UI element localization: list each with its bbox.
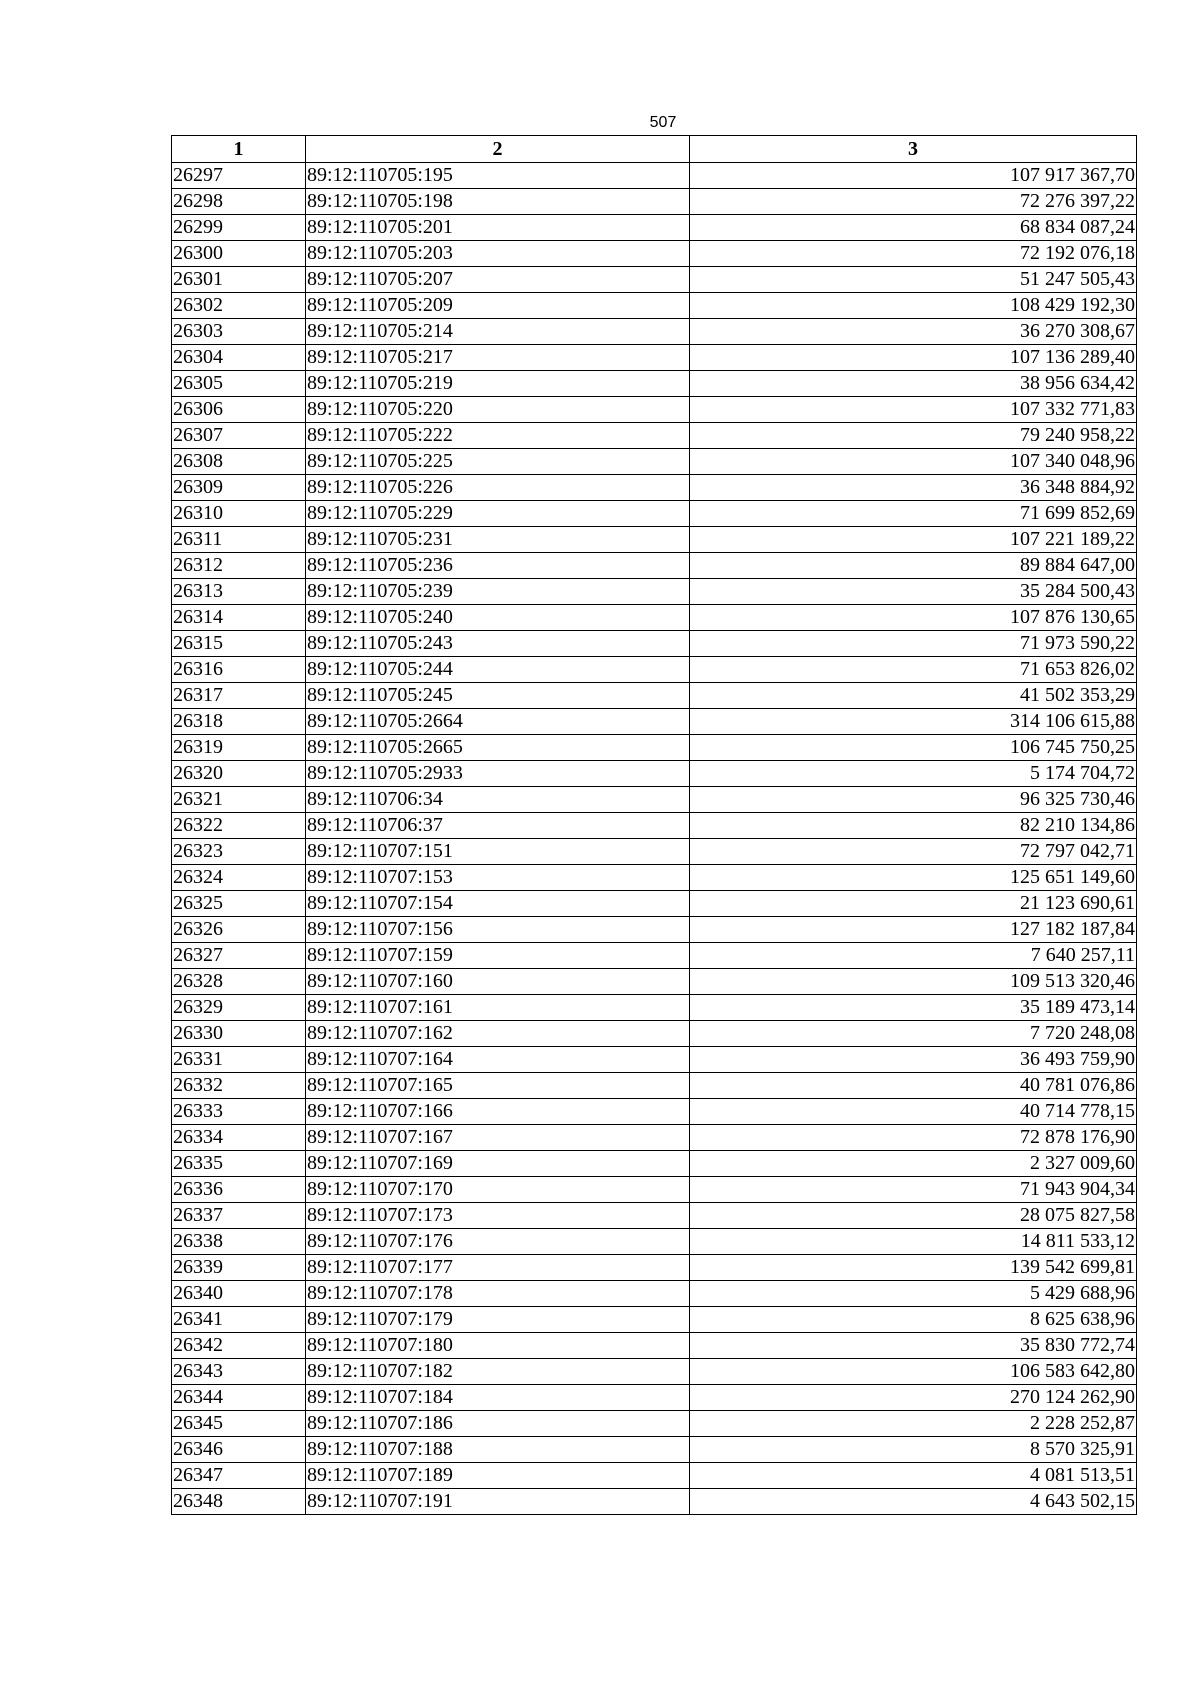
table-row [172,1125,1137,1151]
amount-cell: 127 182 187,84 [690,917,1137,943]
column-header-2: 2 [306,136,690,163]
amount-cell: 40 714 778,15 [690,1099,1137,1125]
cadastral-number-cell: 89:12:110707:167 [306,1125,690,1151]
cadastral-number-cell: 89:12:110707:178 [306,1281,690,1307]
cadastral-number-cell: 89:12:110707:176 [306,1229,690,1255]
amount-cell: 21 123 690,61 [690,891,1137,917]
row-number-cell: 26297 [172,163,306,189]
table-row [172,371,1137,397]
amount-cell: 107 876 130,65 [690,605,1137,631]
row-number-cell: 26328 [172,969,306,995]
cadastral-number-cell: 89:12:110705:203 [306,241,690,267]
table-row [172,1359,1137,1385]
cadastral-number-cell: 89:12:110705:2933 [306,761,690,787]
row-number-cell: 26299 [172,215,306,241]
row-number-cell: 26324 [172,865,306,891]
table-row [172,735,1137,761]
row-number-cell: 26304 [172,345,306,371]
cadastral-number-cell: 89:12:110705:222 [306,423,690,449]
row-number-cell: 26345 [172,1411,306,1437]
amount-cell: 106 583 642,80 [690,1359,1137,1385]
row-number-cell: 26320 [172,761,306,787]
cadastral-number-cell: 89:12:110707:180 [306,1333,690,1359]
row-number-cell: 26342 [172,1333,306,1359]
table-row [172,449,1137,475]
cadastral-number-cell: 89:12:110707:186 [306,1411,690,1437]
cadastral-number-cell: 89:12:110707:156 [306,917,690,943]
row-number-cell: 26321 [172,787,306,813]
row-number-cell: 26323 [172,839,306,865]
row-number-cell: 26329 [172,995,306,1021]
cadastral-number-cell: 89:12:110707:153 [306,865,690,891]
row-number-cell: 26326 [172,917,306,943]
amount-cell: 89 884 647,00 [690,553,1137,579]
table-row [172,1411,1137,1437]
cadastral-number-cell: 89:12:110705:243 [306,631,690,657]
cadastral-number-cell: 89:12:110707:182 [306,1359,690,1385]
cadastral-number-cell: 89:12:110707:179 [306,1307,690,1333]
row-number-cell: 26335 [172,1151,306,1177]
cadastral-number-cell: 89:12:110707:162 [306,1021,690,1047]
amount-cell: 38 956 634,42 [690,371,1137,397]
amount-cell: 35 830 772,74 [690,1333,1137,1359]
cadastral-number-cell: 89:12:110707:184 [306,1385,690,1411]
row-number-cell: 26338 [172,1229,306,1255]
amount-cell: 72 878 176,90 [690,1125,1137,1151]
cadastral-number-cell: 89:12:110705:239 [306,579,690,605]
row-number-cell: 26347 [172,1463,306,1489]
table-row [172,839,1137,865]
amount-cell: 41 502 353,29 [690,683,1137,709]
table-row [172,475,1137,501]
amount-cell: 71 699 852,69 [690,501,1137,527]
amount-cell: 82 210 134,86 [690,813,1137,839]
cadastral-number-cell: 89:12:110705:229 [306,501,690,527]
amount-cell: 8 570 325,91 [690,1437,1137,1463]
cadastral-number-cell: 89:12:110707:159 [306,943,690,969]
cadastral-number-cell: 89:12:110705:236 [306,553,690,579]
table-header [172,136,1137,163]
row-number-cell: 26303 [172,319,306,345]
row-number-cell: 26308 [172,449,306,475]
table-row [172,293,1137,319]
table-row [172,605,1137,631]
row-number-cell: 26317 [172,683,306,709]
row-number-cell: 26302 [172,293,306,319]
row-number-cell: 26344 [172,1385,306,1411]
table-row [172,1021,1137,1047]
amount-cell: 40 781 076,86 [690,1073,1137,1099]
row-number-cell: 26331 [172,1047,306,1073]
row-number-cell: 26311 [172,527,306,553]
amount-cell: 96 325 730,46 [690,787,1137,813]
amount-cell: 71 973 590,22 [690,631,1137,657]
row-number-cell: 26315 [172,631,306,657]
row-number-cell: 26312 [172,553,306,579]
amount-cell: 7 640 257,11 [690,943,1137,969]
cadastral-number-cell: 89:12:110706:34 [306,787,690,813]
page-number: 507 [649,114,677,131]
row-number-cell: 26334 [172,1125,306,1151]
cadastral-number-cell: 89:12:110705:217 [306,345,690,371]
amount-cell: 107 340 048,96 [690,449,1137,475]
table-row [172,1073,1137,1099]
cadastral-number-cell: 89:12:110707:170 [306,1177,690,1203]
table-row [172,319,1137,345]
amount-cell: 107 332 771,83 [690,397,1137,423]
table-row [172,1229,1137,1255]
table-row [172,267,1137,293]
table-row [172,1203,1137,1229]
amount-cell: 35 284 500,43 [690,579,1137,605]
row-number-cell: 26318 [172,709,306,735]
amount-cell: 79 240 958,22 [690,423,1137,449]
cadastral-number-cell: 89:12:110705:220 [306,397,690,423]
row-number-cell: 26348 [172,1489,306,1515]
amount-cell: 107 136 289,40 [690,345,1137,371]
row-number-cell: 26339 [172,1255,306,1281]
cadastral-number-cell: 89:12:110705:225 [306,449,690,475]
amount-cell: 68 834 087,24 [690,215,1137,241]
cadastral-number-cell: 89:12:110706:37 [306,813,690,839]
cadastral-number-cell: 89:12:110707:165 [306,1073,690,1099]
table-row [172,1307,1137,1333]
amount-cell: 107 221 189,22 [690,527,1137,553]
amount-cell: 36 493 759,90 [690,1047,1137,1073]
cadastral-number-cell: 89:12:110707:164 [306,1047,690,1073]
amount-cell: 5 174 704,72 [690,761,1137,787]
amount-cell: 4 643 502,15 [690,1489,1137,1515]
table-row [172,1255,1137,1281]
table-row [172,891,1137,917]
amount-cell: 36 270 308,67 [690,319,1137,345]
amount-cell: 35 189 473,14 [690,995,1137,1021]
table-row [172,865,1137,891]
row-number-cell: 26333 [172,1099,306,1125]
cadastral-number-cell: 89:12:110707:191 [306,1489,690,1515]
cadastral-number-cell: 89:12:110705:244 [306,657,690,683]
amount-cell: 106 745 750,25 [690,735,1137,761]
table-row [172,761,1137,787]
amount-cell: 109 513 320,46 [690,969,1137,995]
cadastral-number-cell: 89:12:110707:166 [306,1099,690,1125]
cadastral-number-cell: 89:12:110705:195 [306,163,690,189]
amount-cell: 14 811 533,12 [690,1229,1137,1255]
table-row [172,813,1137,839]
row-number-cell: 26316 [172,657,306,683]
header-row [172,136,1137,163]
cadastral-number-cell: 89:12:110707:160 [306,969,690,995]
column-header-1: 1 [172,136,306,163]
amount-cell: 4 081 513,51 [690,1463,1137,1489]
row-number-cell: 26309 [172,475,306,501]
table-row [172,215,1137,241]
row-number-cell: 26306 [172,397,306,423]
row-number-cell: 26310 [172,501,306,527]
cadastral-number-cell: 89:12:110707:173 [306,1203,690,1229]
amount-cell: 314 106 615,88 [690,709,1137,735]
table-row [172,1281,1137,1307]
table-row [172,969,1137,995]
cadastral-number-cell: 89:12:110707:161 [306,995,690,1021]
row-number-cell: 26300 [172,241,306,267]
amount-cell: 51 247 505,43 [690,267,1137,293]
row-number-cell: 26314 [172,605,306,631]
cadastral-number-cell: 89:12:110707:169 [306,1151,690,1177]
table-row [172,1047,1137,1073]
row-number-cell: 26313 [172,579,306,605]
table-body [172,163,1137,1515]
cadastral-number-cell: 89:12:110705:198 [306,189,690,215]
cadastral-number-cell: 89:12:110705:2664 [306,709,690,735]
cadastral-number-cell: 89:12:110705:231 [306,527,690,553]
row-number-cell: 26337 [172,1203,306,1229]
row-number-cell: 26301 [172,267,306,293]
cadastral-number-cell: 89:12:110705:226 [306,475,690,501]
row-number-cell: 26319 [172,735,306,761]
cadastral-number-cell: 89:12:110707:151 [306,839,690,865]
table-row [172,917,1137,943]
cadastral-number-cell: 89:12:110705:219 [306,371,690,397]
table-row [172,683,1137,709]
table-row [172,189,1137,215]
amount-cell: 2 228 252,87 [690,1411,1137,1437]
table-row [172,709,1137,735]
cadastral-number-cell: 89:12:110705:201 [306,215,690,241]
amount-cell: 8 625 638,96 [690,1307,1137,1333]
table-row [172,943,1137,969]
table-row [172,553,1137,579]
table-row [172,631,1137,657]
cadastral-number-cell: 89:12:110705:209 [306,293,690,319]
table-row [172,345,1137,371]
amount-cell: 107 917 367,70 [690,163,1137,189]
table-row [172,1333,1137,1359]
amount-cell: 72 276 397,22 [690,189,1137,215]
table-row [172,1099,1137,1125]
table-row [172,241,1137,267]
table-row [172,1177,1137,1203]
amount-cell: 36 348 884,92 [690,475,1137,501]
cadastral-number-cell: 89:12:110705:214 [306,319,690,345]
amount-cell: 139 542 699,81 [690,1255,1137,1281]
amount-cell: 28 075 827,58 [690,1203,1137,1229]
row-number-cell: 26336 [172,1177,306,1203]
table-row [172,1151,1137,1177]
column-header-3: 3 [690,136,1137,163]
row-number-cell: 26322 [172,813,306,839]
row-number-cell: 26325 [172,891,306,917]
amount-cell: 7 720 248,08 [690,1021,1137,1047]
cadastral-number-cell: 89:12:110707:188 [306,1437,690,1463]
table-row [172,1437,1137,1463]
amount-cell: 71 653 826,02 [690,657,1137,683]
row-number-cell: 26305 [172,371,306,397]
row-number-cell: 26332 [172,1073,306,1099]
cadastral-number-cell: 89:12:110705:245 [306,683,690,709]
table-row [172,657,1137,683]
table-row [172,995,1137,1021]
amount-cell: 125 651 149,60 [690,865,1137,891]
amount-cell: 71 943 904,34 [690,1177,1137,1203]
table-row [172,527,1137,553]
row-number-cell: 26346 [172,1437,306,1463]
table-row [172,423,1137,449]
row-number-cell: 26330 [172,1021,306,1047]
table-row [172,787,1137,813]
cadastral-number-cell: 89:12:110707:154 [306,891,690,917]
table-row [172,579,1137,605]
amount-cell: 270 124 262,90 [690,1385,1137,1411]
table-row [172,1463,1137,1489]
cadastral-number-cell: 89:12:110707:189 [306,1463,690,1489]
row-number-cell: 26298 [172,189,306,215]
row-number-cell: 26327 [172,943,306,969]
amount-cell: 72 797 042,71 [690,839,1137,865]
row-number-cell: 26343 [172,1359,306,1385]
table-row [172,397,1137,423]
table-row [172,1489,1137,1515]
table-row [172,163,1137,189]
table-row [172,501,1137,527]
cadastral-number-cell: 89:12:110705:240 [306,605,690,631]
amount-cell: 72 192 076,18 [690,241,1137,267]
row-number-cell: 26340 [172,1281,306,1307]
cadastral-number-cell: 89:12:110707:177 [306,1255,690,1281]
amount-cell: 2 327 009,60 [690,1151,1137,1177]
registry-table [171,135,1137,1515]
row-number-cell: 26341 [172,1307,306,1333]
table-row [172,1385,1137,1411]
cadastral-number-cell: 89:12:110705:207 [306,267,690,293]
row-number-cell: 26307 [172,423,306,449]
cadastral-number-cell: 89:12:110705:2665 [306,735,690,761]
amount-cell: 5 429 688,96 [690,1281,1137,1307]
amount-cell: 108 429 192,30 [690,293,1137,319]
